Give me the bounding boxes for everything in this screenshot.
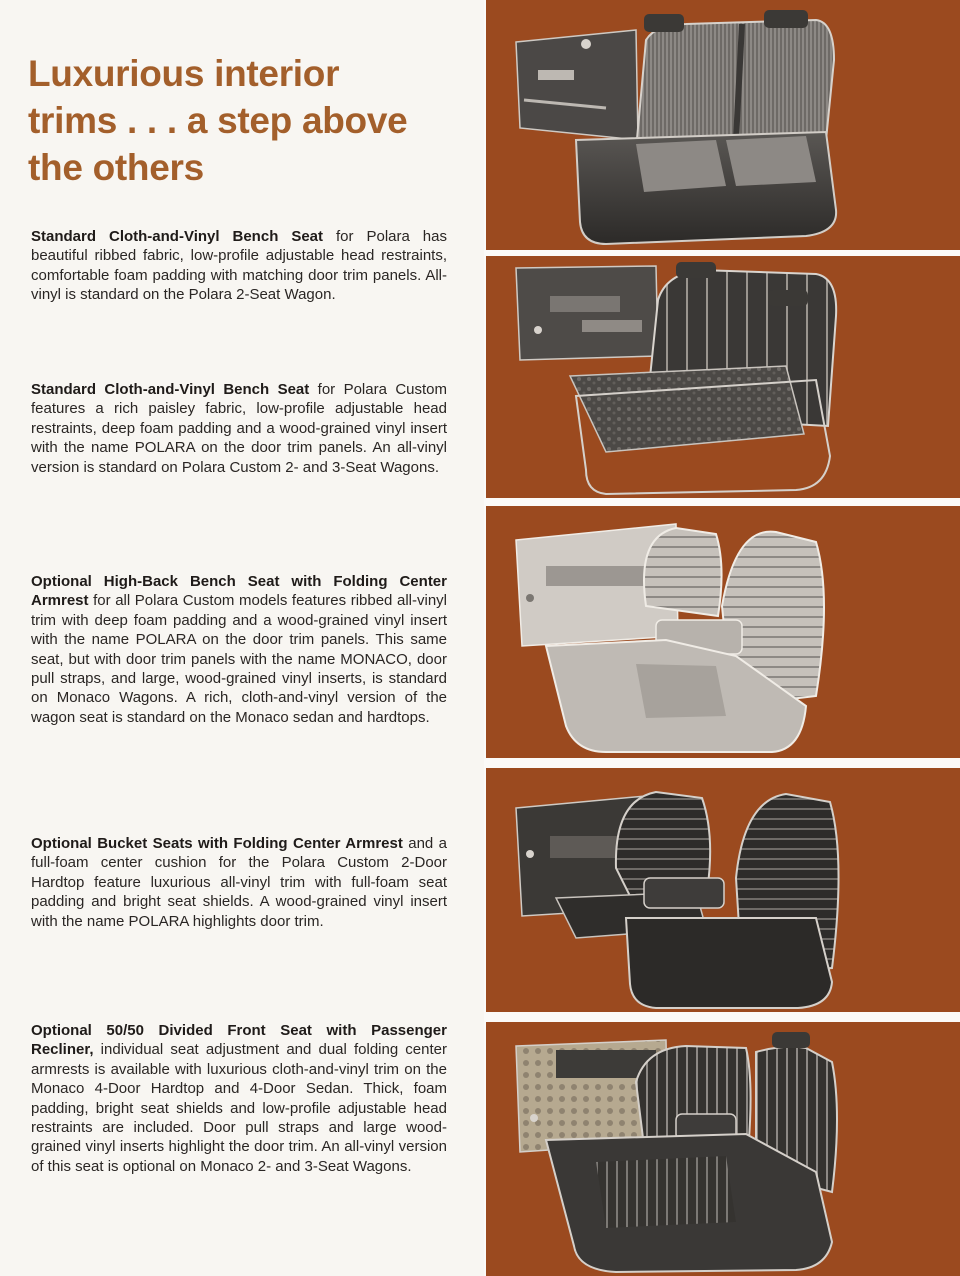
headline-line-3: the others: [28, 147, 204, 188]
section-lead: Optional 50/50 Divided Front Seat with Passenger Recliner,: [31, 1022, 447, 1059]
bench-seat-illustration: [486, 0, 960, 250]
section-polara-custom-bench: [31, 380, 447, 477]
section-body: and a full-foam center cushion for the Polara Custom 2-Door Hardtop feature luxurious all-vinyl trim with full-foam seat padding and bright seat shields. A wood-grained vinyl insert with the name POLARA highlights door trim.: [31, 835, 447, 930]
section-lead: Optional Bucket Seats with Folding Center Armrest: [31, 835, 403, 852]
section-bucket-seats: [31, 834, 447, 931]
photo-high-back-bench: [486, 506, 960, 758]
section-body: for all Polara Custom models features ribbed all-vinyl trim with deep foam padding and a wood-grained vinyl insert with the name POLARA on the door trim panels. This same seat, but with door trim panels with the name MONACO, door pull straps, and large, wood-grained vinyl inserts, is standard on Monaco Wagons. A rich, cloth-and-vinyl version of the wagon seat is standard on the Monaco sedan and hardtops.: [31, 592, 447, 726]
section-body: for Polara has beautiful ribbed fabric, low-profile adjustable head restraints, comfortable foam padding with matching door trim panels. All-vinyl is standard on the Polara 2-Seat Wagon.: [31, 228, 447, 304]
section-lead: Optional High-Back Bench Seat with Folding Center Armrest: [31, 573, 447, 610]
paisley-bench-seat-illustration: [486, 256, 960, 498]
section-body: individual seat adjustment and dual folding center armrests is available with luxurious cloth-and-vinyl trim on the Monaco 4-Door Hardtop and 4-Door Sedan. Thick, foam padding, bright seat shields and low-profile adjustable head restraints are included. Door pull straps and large wood-grained vinyl inserts highlight the door trim. An all-vinyl version of this seat is optional on Monaco 2- and 3-Seat Wagons.: [31, 1041, 447, 1175]
section-lead: Standard Cloth-and-Vinyl Bench Seat: [31, 381, 310, 398]
headline-line-2: trims . . . a step above: [28, 100, 408, 141]
section-body: for Polara Custom features a rich paisley fabric, low-profile adjustable head restraints, deep foam padding and a wood-grained vinyl insert with the name POLARA on the door trim panels. An all-vinyl version is standard on Polara Custom 2- and 3-Seat Wagons.: [31, 381, 448, 476]
page-headline: [28, 50, 458, 191]
high-back-bench-illustration: [486, 506, 960, 758]
section-divided-seat: [31, 1021, 447, 1176]
section-polara-bench: [31, 227, 447, 305]
headline-line-1: Luxurious interior: [28, 53, 340, 94]
photo-polara-bench: [486, 0, 960, 250]
photo-column: [484, 0, 960, 1276]
divided-seat-illustration: [486, 1022, 960, 1276]
photo-divided-seat: [486, 1022, 960, 1276]
photo-bucket-seats: [486, 768, 960, 1012]
section-lead: Standard Cloth-and-Vinyl Bench Seat: [31, 228, 324, 245]
section-high-back-bench: [31, 572, 447, 727]
photo-polara-custom-bench: [486, 256, 960, 498]
bucket-seats-illustration: [486, 768, 960, 1012]
